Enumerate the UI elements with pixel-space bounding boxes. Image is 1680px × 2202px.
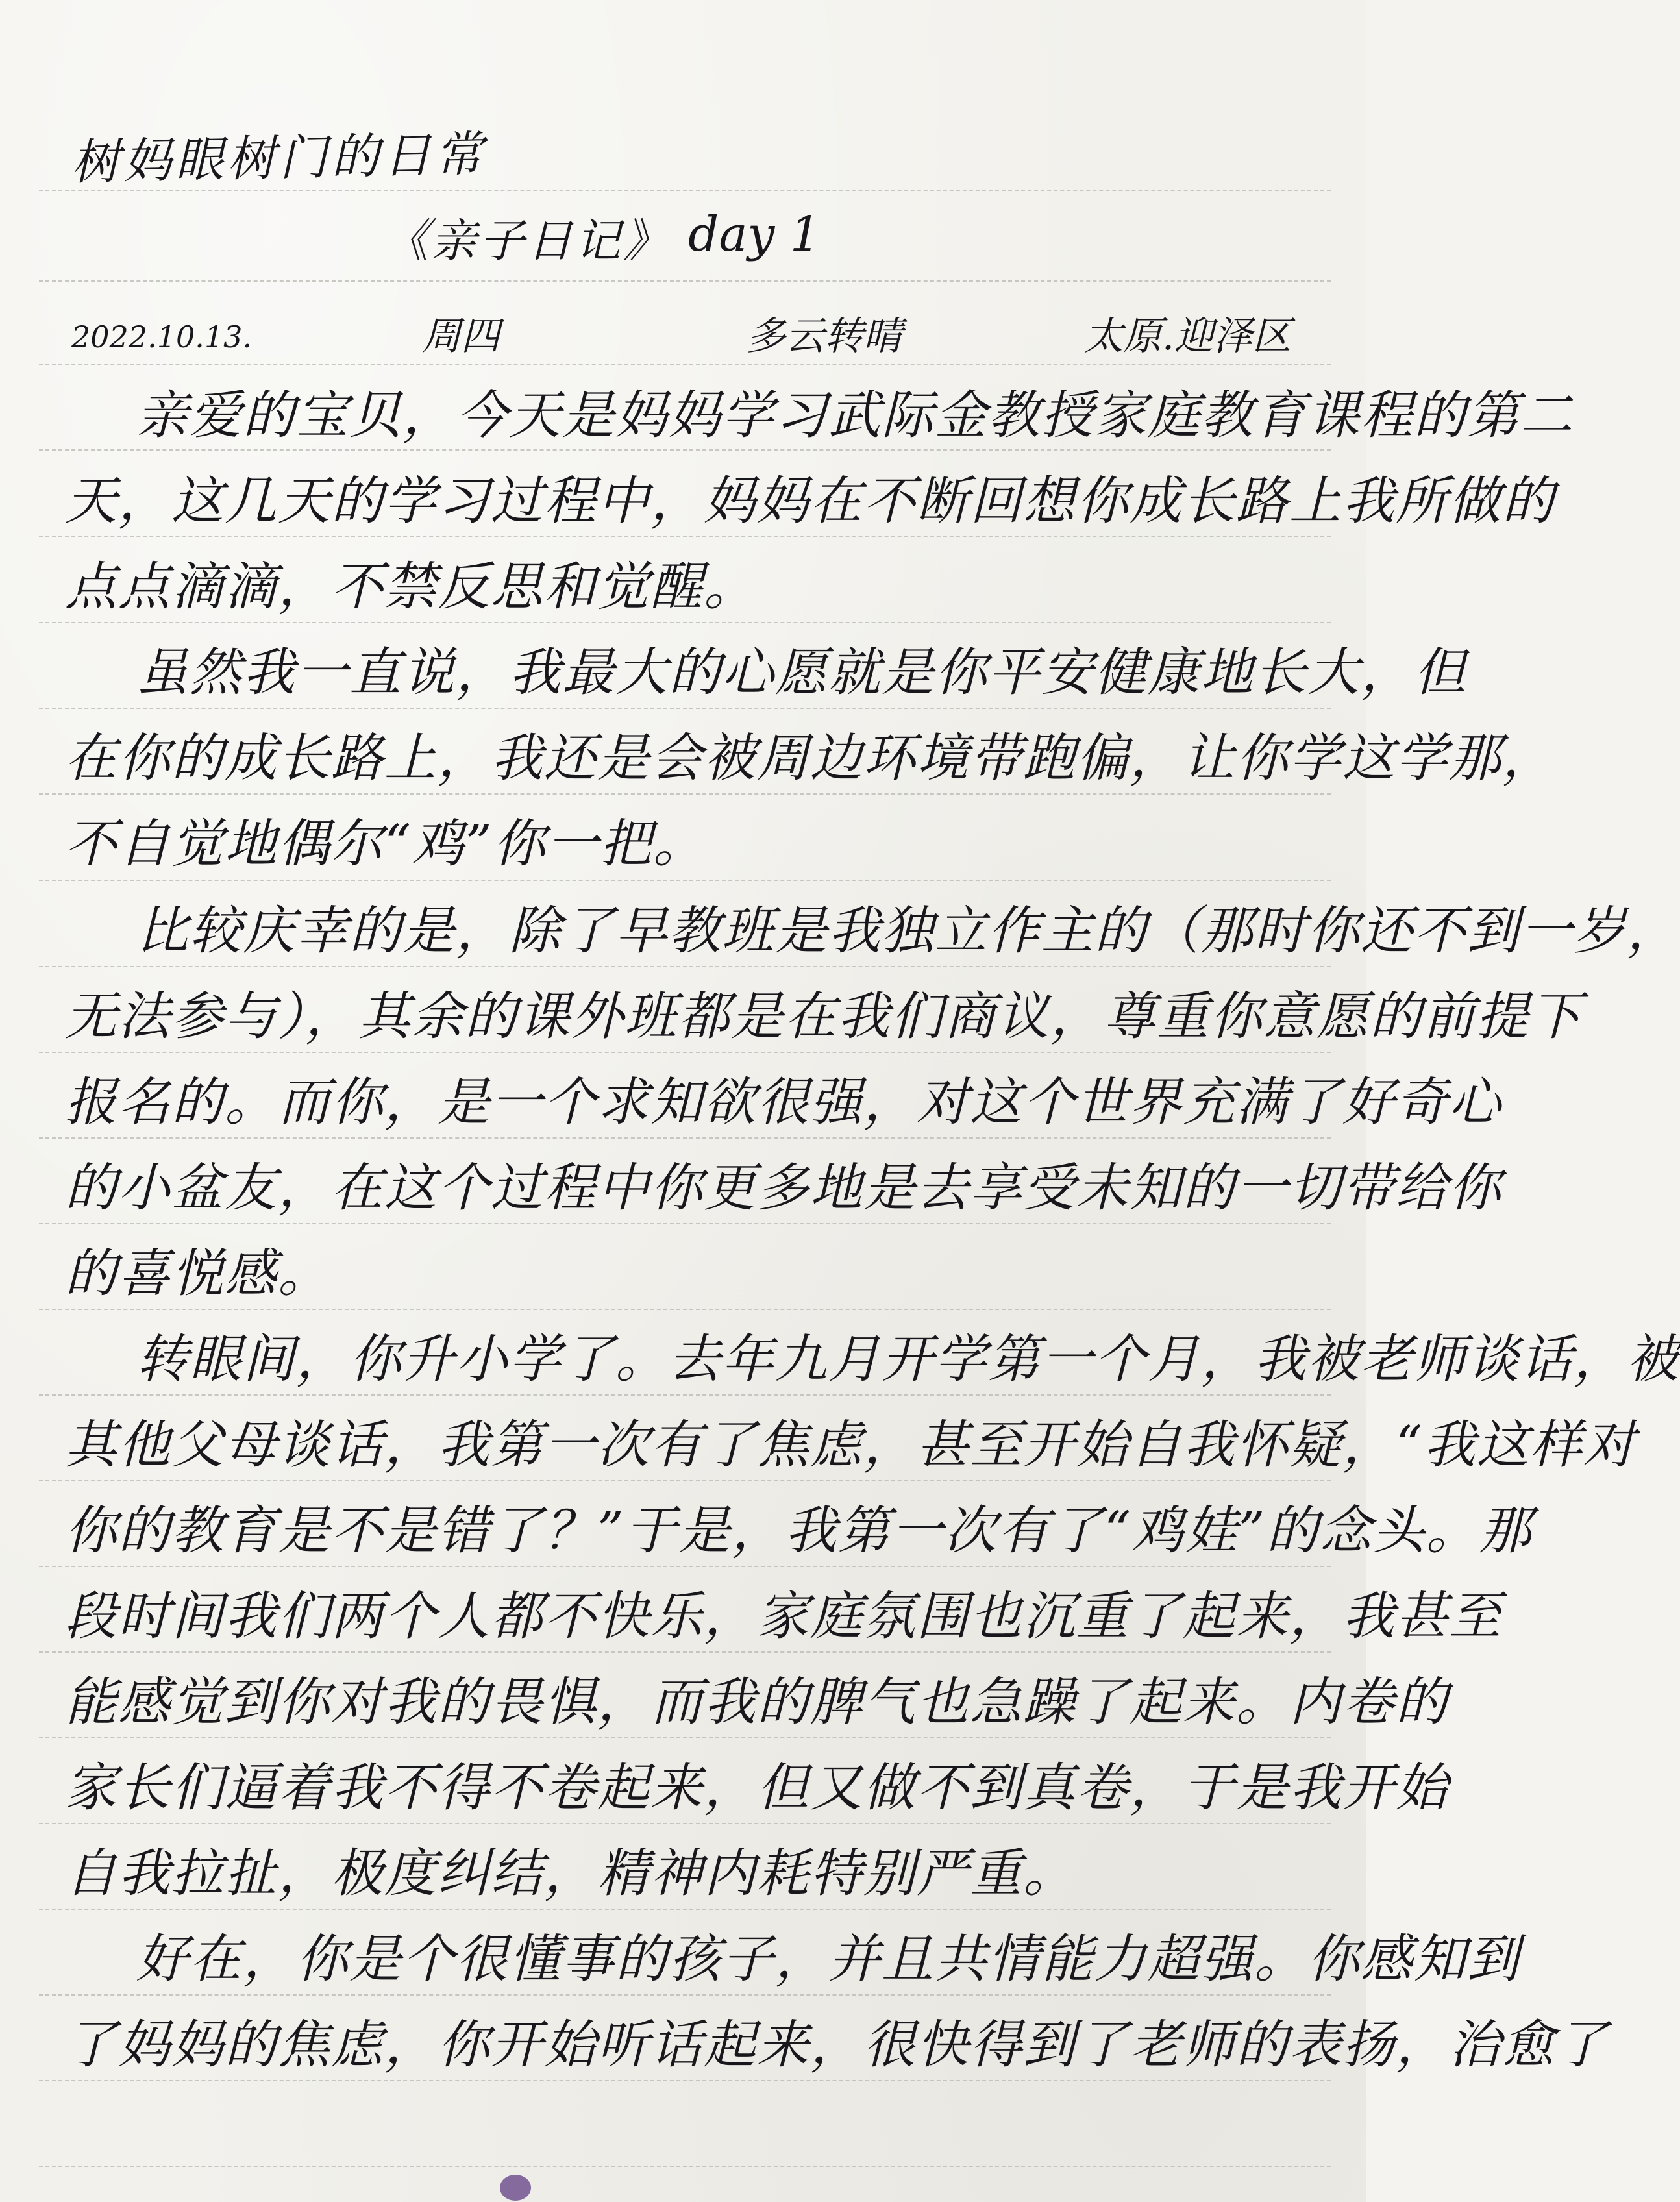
- text-line: 比较庆幸的是，除了早教班是我独立作主的（那时你还不到一岁，: [136, 900, 1680, 961]
- entry-date: 2022.10.13.: [71, 319, 252, 354]
- ruled-line: [39, 2080, 1331, 2081]
- text-line: 自我拉扯，极度纠结，精神内耗特别严重。: [65, 1843, 1076, 1903]
- entry-weather: 多云转晴: [747, 314, 902, 359]
- text-line: 转眼间，你升小学了。去年九月开学第一个月，我被老师谈话，被: [136, 1329, 1680, 1389]
- text-line: 段时间我们两个人都不快乐，家庭氛围也沉重了起来，我甚至: [65, 1586, 1502, 1646]
- ruled-line: [39, 622, 1331, 623]
- ink-blot: [500, 2175, 531, 2201]
- ruled-line: [39, 1052, 1331, 1053]
- text-line: 的喜悦感。: [65, 1243, 331, 1304]
- text-line: 不自觉地偶尔“鸡”你一把。: [65, 813, 706, 874]
- text-line: 家长们逼着我不得不卷起来，但又做不到真卷，于是我开始: [65, 1757, 1449, 1818]
- entry-location: 太原.迎泽区: [1084, 314, 1292, 359]
- ruled-line: [39, 2166, 1331, 2167]
- ruled-line: [39, 1994, 1331, 1996]
- ruled-line: [39, 449, 1331, 451]
- ruled-line: [39, 793, 1331, 795]
- ruled-line: [39, 1223, 1331, 1224]
- ruled-line: [39, 966, 1331, 967]
- text-line: 好在，你是个很懂事的孩子，并且共情能力超强。你感知到: [136, 1929, 1520, 1989]
- day-label: day 1: [688, 206, 821, 262]
- ruled-line: [39, 880, 1331, 881]
- ruled-line: [39, 1823, 1331, 1824]
- text-line: 无法参与），其余的课外班都是在我们商议，尊重你意愿的前提下: [65, 986, 1583, 1046]
- text-line: 了妈妈的焦虑，你开始听话起来，很快得到了老师的表扬，治愈了: [65, 2014, 1609, 2075]
- ruled-line: [39, 1394, 1331, 1396]
- ruled-line: [39, 280, 1331, 282]
- text-line: 的小盆友，在这个过程中你更多地是去享受未知的一切带给你: [65, 1157, 1502, 1218]
- entry-weekday: 周四: [422, 314, 500, 359]
- text-line: 其他父母谈话，我第一次有了焦虑，甚至开始自我怀疑，“我这样对: [65, 1415, 1637, 1475]
- text-line: 点点滴滴，不禁反思和觉醒。: [65, 556, 757, 617]
- ruled-line: [39, 1137, 1331, 1139]
- ruled-line: [39, 364, 1331, 365]
- ruled-line: [39, 1309, 1331, 1310]
- page-title: 树妈眼树门的日常: [71, 126, 488, 191]
- text-line: 你的教育是不是错了？”于是，我第一次有了“鸡娃”的念头。那: [65, 1500, 1533, 1561]
- ruled-line: [39, 708, 1331, 709]
- text-line: 在你的成长路上，我还是会被周边环境带跑偏，让你学这学那，: [65, 728, 1555, 788]
- diary-title: 《亲子日记》: [383, 214, 671, 267]
- text-line: 天，这几天的学习过程中，妈妈在不断回想你成长路上我所做的: [65, 471, 1555, 531]
- text-line: 虽然我一直说，我最大的心愿就是你平安健康地长大，但: [136, 642, 1467, 702]
- ruled-line: [39, 1737, 1331, 1738]
- text-line: 能感觉到你对我的畏惧，而我的脾气也急躁了起来。内卷的: [65, 1672, 1449, 1732]
- text-line: 亲爱的宝贝，今天是妈妈学习武际金教授家庭教育课程的第二: [136, 385, 1574, 445]
- ruled-line: [39, 1566, 1331, 1567]
- ruled-line: [39, 1909, 1331, 1910]
- ruled-line: [39, 1480, 1331, 1481]
- ruled-line: [39, 536, 1331, 537]
- text-line: 报名的。而你，是一个求知欲很强，对这个世界充满了好奇心: [65, 1072, 1502, 1132]
- ruled-line: [39, 1652, 1331, 1653]
